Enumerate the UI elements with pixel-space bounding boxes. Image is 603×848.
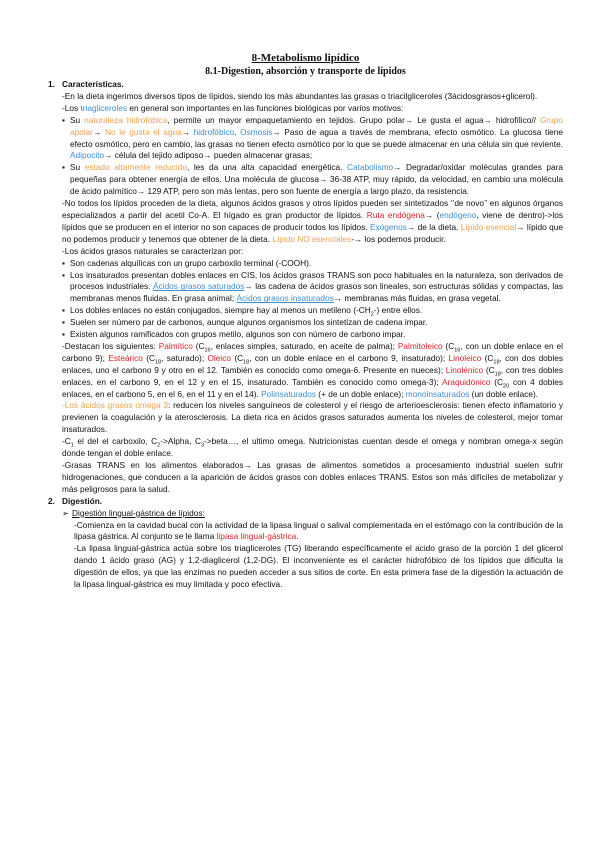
paragraph: -En la dieta ingerimos diversos tipos de lípidos, siendo los más abundantes las grasas o triacilgliceroles (3ácidosgrasos+glicerol). — [62, 90, 538, 101]
section-heading: 1. Características. — [48, 79, 124, 89]
bullet-item: ▪ Su naturaleza hidrofóbica, permite un mayor empaquetamiento en tejidos. Grupo polar→ Le gusta el agua→ hidrofílico// Grupo apolar→ No le gusta el agua→ hidrofóbico. Osmosis→ Paso de agua a través de membrana, efecto osmótico. La glucosa tiene efecto osmótico, pero en cambio, las grasas no tienen efecto osmótico por lo que se puede almacenar en una célula sin que reviente. Adipocito→ célula del tejido adiposo→ pueden almacenar grasas; — [70, 115, 563, 163]
document-subtitle: 8.1-Digestion, absorción y transporte de lípidos — [205, 66, 406, 77]
section-heading: 2. Digestión. — [48, 495, 103, 506]
bullet-item: ▪ Los dobles enlaces no están conjugados, siempre hay al menos un metileno $(-CH_2-)$ entre ellos. — [70, 305, 563, 317]
bullet-item: ▪ Son cadenas alquílicas con un grupo carboxilo terminal (-COOH). — [70, 258, 563, 270]
paragraph: -No todos los lípidos proceden de la dieta, algunos ácidos grasos y otros lípidos pueden ser sintetizados ‘’de novo’’ en algunos órganos especializados a partir del acetil Co-A. El hígado es gran productor de lípidos. Ruta endógena→ (endógeno, viene de dentro)->los lípidos que se producen en el interior no son capaces de producir todos los lípidos. Exógenos→ de la dieta. Lípido esencial→ lípido que no podemos producir y tenemos que obtener de la dieta. Lípido NO esenciales-→ los podemos producir. — [62, 198, 563, 244]
bullet-item: ▪ Los insaturados presentan dobles enlaces en CIS, los ácidos grasos TRANS son poco habituales en la naturaleza, son derivados de procesos industriales. Ácidos grasos saturados→ las cadena de ácidos grasos son lineales, son estructuras sólidas y compactas, las membranas menos fluidas. En grasa animal; Ácidos grasos insaturados→ membranas más fluidas, en grasa vegetal. — [70, 270, 563, 306]
paragraph: $-C_1$ el del el carboxilo, $C_2->Alpha$, $C_3->beta\dots$, el ultimo omega. Nutricionistas cuentan desde el omega y nombran omega-x según donde tengan el doble enlace. — [62, 436, 563, 459]
paragraph: -Comienza en la cavidad bucal con la actividad de la lipasa lingual o salival complementada en el estómago con la contribución de la lipasa gástrica. Al conjunto se le llama lipasa lingual-gástrica. — [74, 519, 563, 542]
paragraph: -Destacan los siguientes: Palmítico ($C_{16}$, enlaces simples, saturado, en aceite de palma); Palmitoleico ($C_{16}$, con un doble enlace en el carbono 9); Esteárico ($C_{18}$, saturado); Oleico ($C_{18}$, con un doble enlace en el carbono 9, insaturado); Linoleico ($C_{18}$, con dos dobles enlaces, uno el carbono 9 y otro en el 12. También es conocido como omega-6. Presente en nueces); Linolénico ($C_{18}$, con tres dobles enlaces, en el carbono 9, en el 12 y en el 15, insaturado. También es conocido como omega-3); Araquidónico ($C_{20}$ con 4 dobles enlaces, en el carbono 5, en el 6, en el 11 y en el 14). Polinsaturados (+ de un doble enlace); monoinsaturados (un doble enlace). — [62, 340, 564, 399]
paragraph: -Los triagliceroles en general son importantes en las funciones biológicas por varios motivos: — [62, 102, 404, 113]
arrow-bullet-icon: ➢ — [62, 507, 69, 518]
bullet-item: ▪ Su estado altamente reducido, les da una alta capacidad energética. Catabolismo→ Degradar/oxidar moléculas grandes para pequeñas para obtener energía de ellos. Una molécula de glucosa→ 36-38 ATP, muy rápido, da velocidad, en cambio una molécula de ácido palmítico→ 129 ATP, pero son más lentas, pero son fuente de energía a largo plazo, da resistencia. — [70, 162, 563, 198]
bullet-item: ▪ Suelen ser número par de carbonos, aunque algunos organismos los sintetizan de cadena impar. — [70, 317, 563, 329]
bullet-item: ▪ Existen algunos ramificados con grupos metilo, algunos son con número de carbono impar. — [70, 329, 563, 341]
subsection-heading: ➢ Digestión lingual-gástrica de lípidos: — [62, 507, 205, 518]
paragraph: -Grasas TRANS en los alimentos elaborados→ Las grasas de alimentos sometidos a procesamiento industrial suelen sufrir hidrogenaciones, que conducen a la aparición de ácidos grasos con dobles enlaces TRANS. Estos son más difíciles de metabolizar y más peligrosos para la salud. — [62, 460, 563, 494]
paragraph: -Los ácidos grasos omega 3: reducen los niveles sanguíneos de colesterol y el riesgo de arterioesclerosis: tienen efecto inflamatorio y previenen la coagulación y la aterosclerosis. La dieta rica en ácidos grasos saturados aumenta los niveles de colesterol, mejor tomar insaturados. — [62, 400, 563, 435]
paragraph: -Los ácidos grasos naturales se caracterizan por: — [62, 245, 244, 256]
document-title: 8-Metabolismo lipídico — [251, 52, 360, 64]
paragraph: -La lipasa lingual-gástrica actúa sobre los triagliceroles (TG) liberando específicamente el acido graso de la porción 1 del glicerol dando 1 ácido graso (AG) y 1,2-diaglicerol (1,2-DG). El inconveniente es el carácter hidrofóbico de los lípidos que dificulta la digestión de ellos, ya que las enzimas no pueden acceder a sus sitios de corte. En esta primera fase de la digestión la actuación de la lipasa lingual-gástrica es muy limitada y poco efectiva. — [74, 543, 563, 590]
